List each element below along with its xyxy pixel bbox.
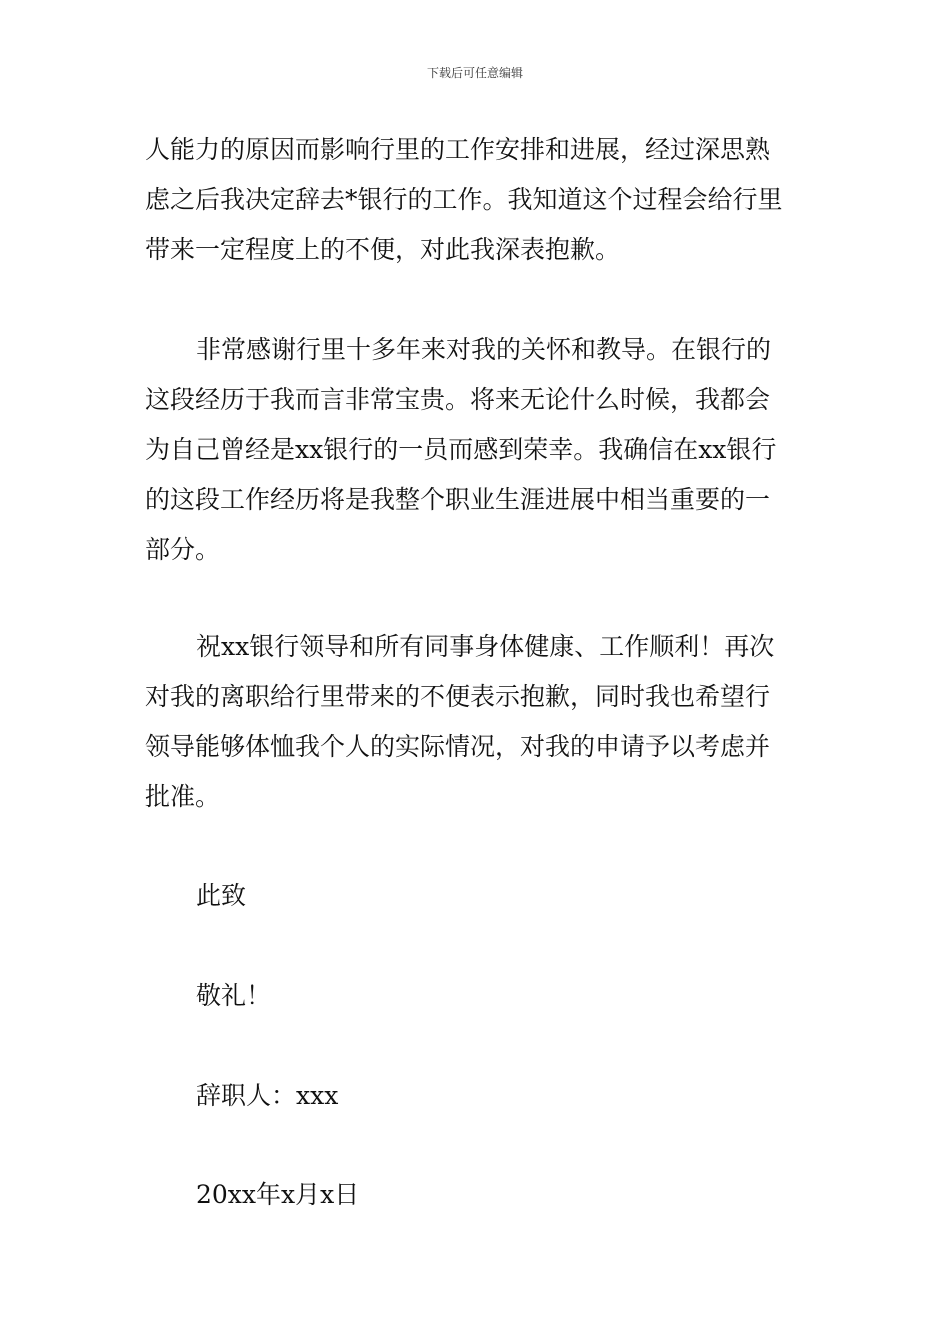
paragraph-line: 的这段工作经历将是我整个职业生涯进展中相当重要的一: [145, 485, 771, 514]
paragraph-line: 这段经历于我而言非常宝贵。将来无论什么时候，我都会: [145, 385, 771, 414]
paragraph-line: 领导能够体恤我个人的实际情况，对我的申请予以考虑并: [145, 732, 771, 761]
paragraph-line: 批准。: [145, 782, 221, 811]
paragraph-3: [145, 622, 810, 822]
paragraph-line: 带来一定程度上的不便，对此我深表抱歉。: [145, 235, 621, 264]
paragraph-line: 人能力的原因而影响行里的工作安排和进展，经过深思熟: [145, 135, 771, 164]
paragraph-line: 为自己曾经是xx银行的一员而感到荣幸。我确信在xx银行: [145, 435, 777, 464]
paragraph-line: 虑之后我决定辞去*银行的工作。我知道这个过程会给行里: [145, 185, 783, 214]
page-header: 下载后可任意编辑: [426, 66, 523, 80]
paragraph-line: 祝xx银行领导和所有同事身体健康、工作顺利！再次: [196, 632, 775, 661]
paragraph-2: [145, 325, 810, 575]
signer-line: 辞职人：xxx: [196, 1081, 339, 1110]
paragraph-1: [145, 125, 810, 275]
date-line: 20xx年x月x日: [196, 1180, 360, 1209]
closing-salutation: 此致: [196, 881, 247, 910]
paragraph-line: 部分。: [145, 535, 221, 564]
closing-regards: 敬礼！: [196, 981, 272, 1010]
paragraph-line: 对我的离职给行里带来的不便表示抱歉，同时我也希望行: [145, 682, 771, 711]
paragraph-line: 非常感谢行里十多年来对我的关怀和教导。在银行的: [196, 335, 772, 364]
